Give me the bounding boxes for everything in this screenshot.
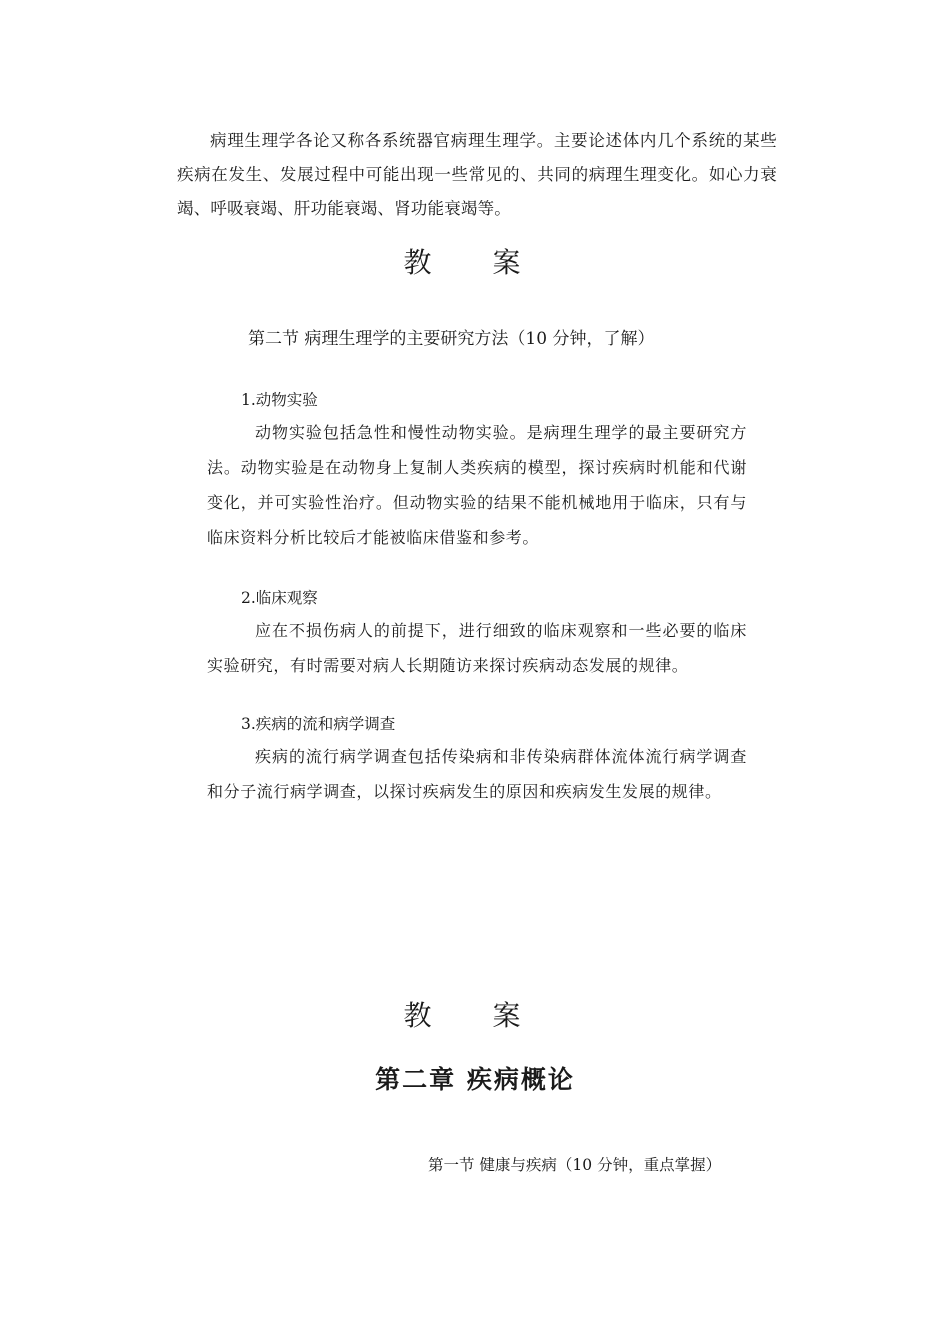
chapter-title: 第二章 疾病概论 — [375, 1065, 575, 1094]
lesson-plan-heading: 教 案 — [403, 999, 547, 1032]
item-title: 3.疾病的流和病学调查 — [241, 715, 396, 733]
item-paragraph: 动物实验包括急性和慢性动物实验。是病理生理学的最主要研究方法。动物实验是在动物身上复制人类疾病的模型，探讨疾病时机能和代谢变化，并可实验性治疗。但动物实验的结果不能机械地用于临床，只有与临床资料分析比较后才能被临床借鉴和参考。 — [207, 423, 747, 547]
section-title: 第二节 病理生理学的主要研究方法（10 分钟，了解） — [248, 329, 655, 349]
item-paragraph: 疾病的流行病学调查包括传染病和非传染病群体流体流行病学调查和分子流行病学调查，以探讨疾病发生的原因和疾病发生发展的规律。 — [207, 747, 747, 801]
lesson-plan-heading: 教 案 — [403, 246, 547, 279]
section-title: 第一节 健康与疾病（10 分钟，重点掌握） — [428, 1156, 722, 1174]
item-paragraph: 应在不损伤病人的前提下，进行细致的临床观察和一些必要的临床实验研究，有时需要对病人长期随访来探讨疾病动态发展的规律。 — [207, 621, 747, 675]
item-title: 2.临床观察 — [241, 589, 318, 607]
item-title: 1.动物实验 — [241, 391, 318, 409]
intro-paragraph: 病理生理学各论又称各系统器官病理生理学。主要论述体内几个系统的某些疾病在发生、发展过程中可能出现一些常见的、共同的病理生理变化。如心力衰竭、呼吸衰竭、肝功能衰竭、肾功能衰竭等。 — [177, 131, 777, 218]
